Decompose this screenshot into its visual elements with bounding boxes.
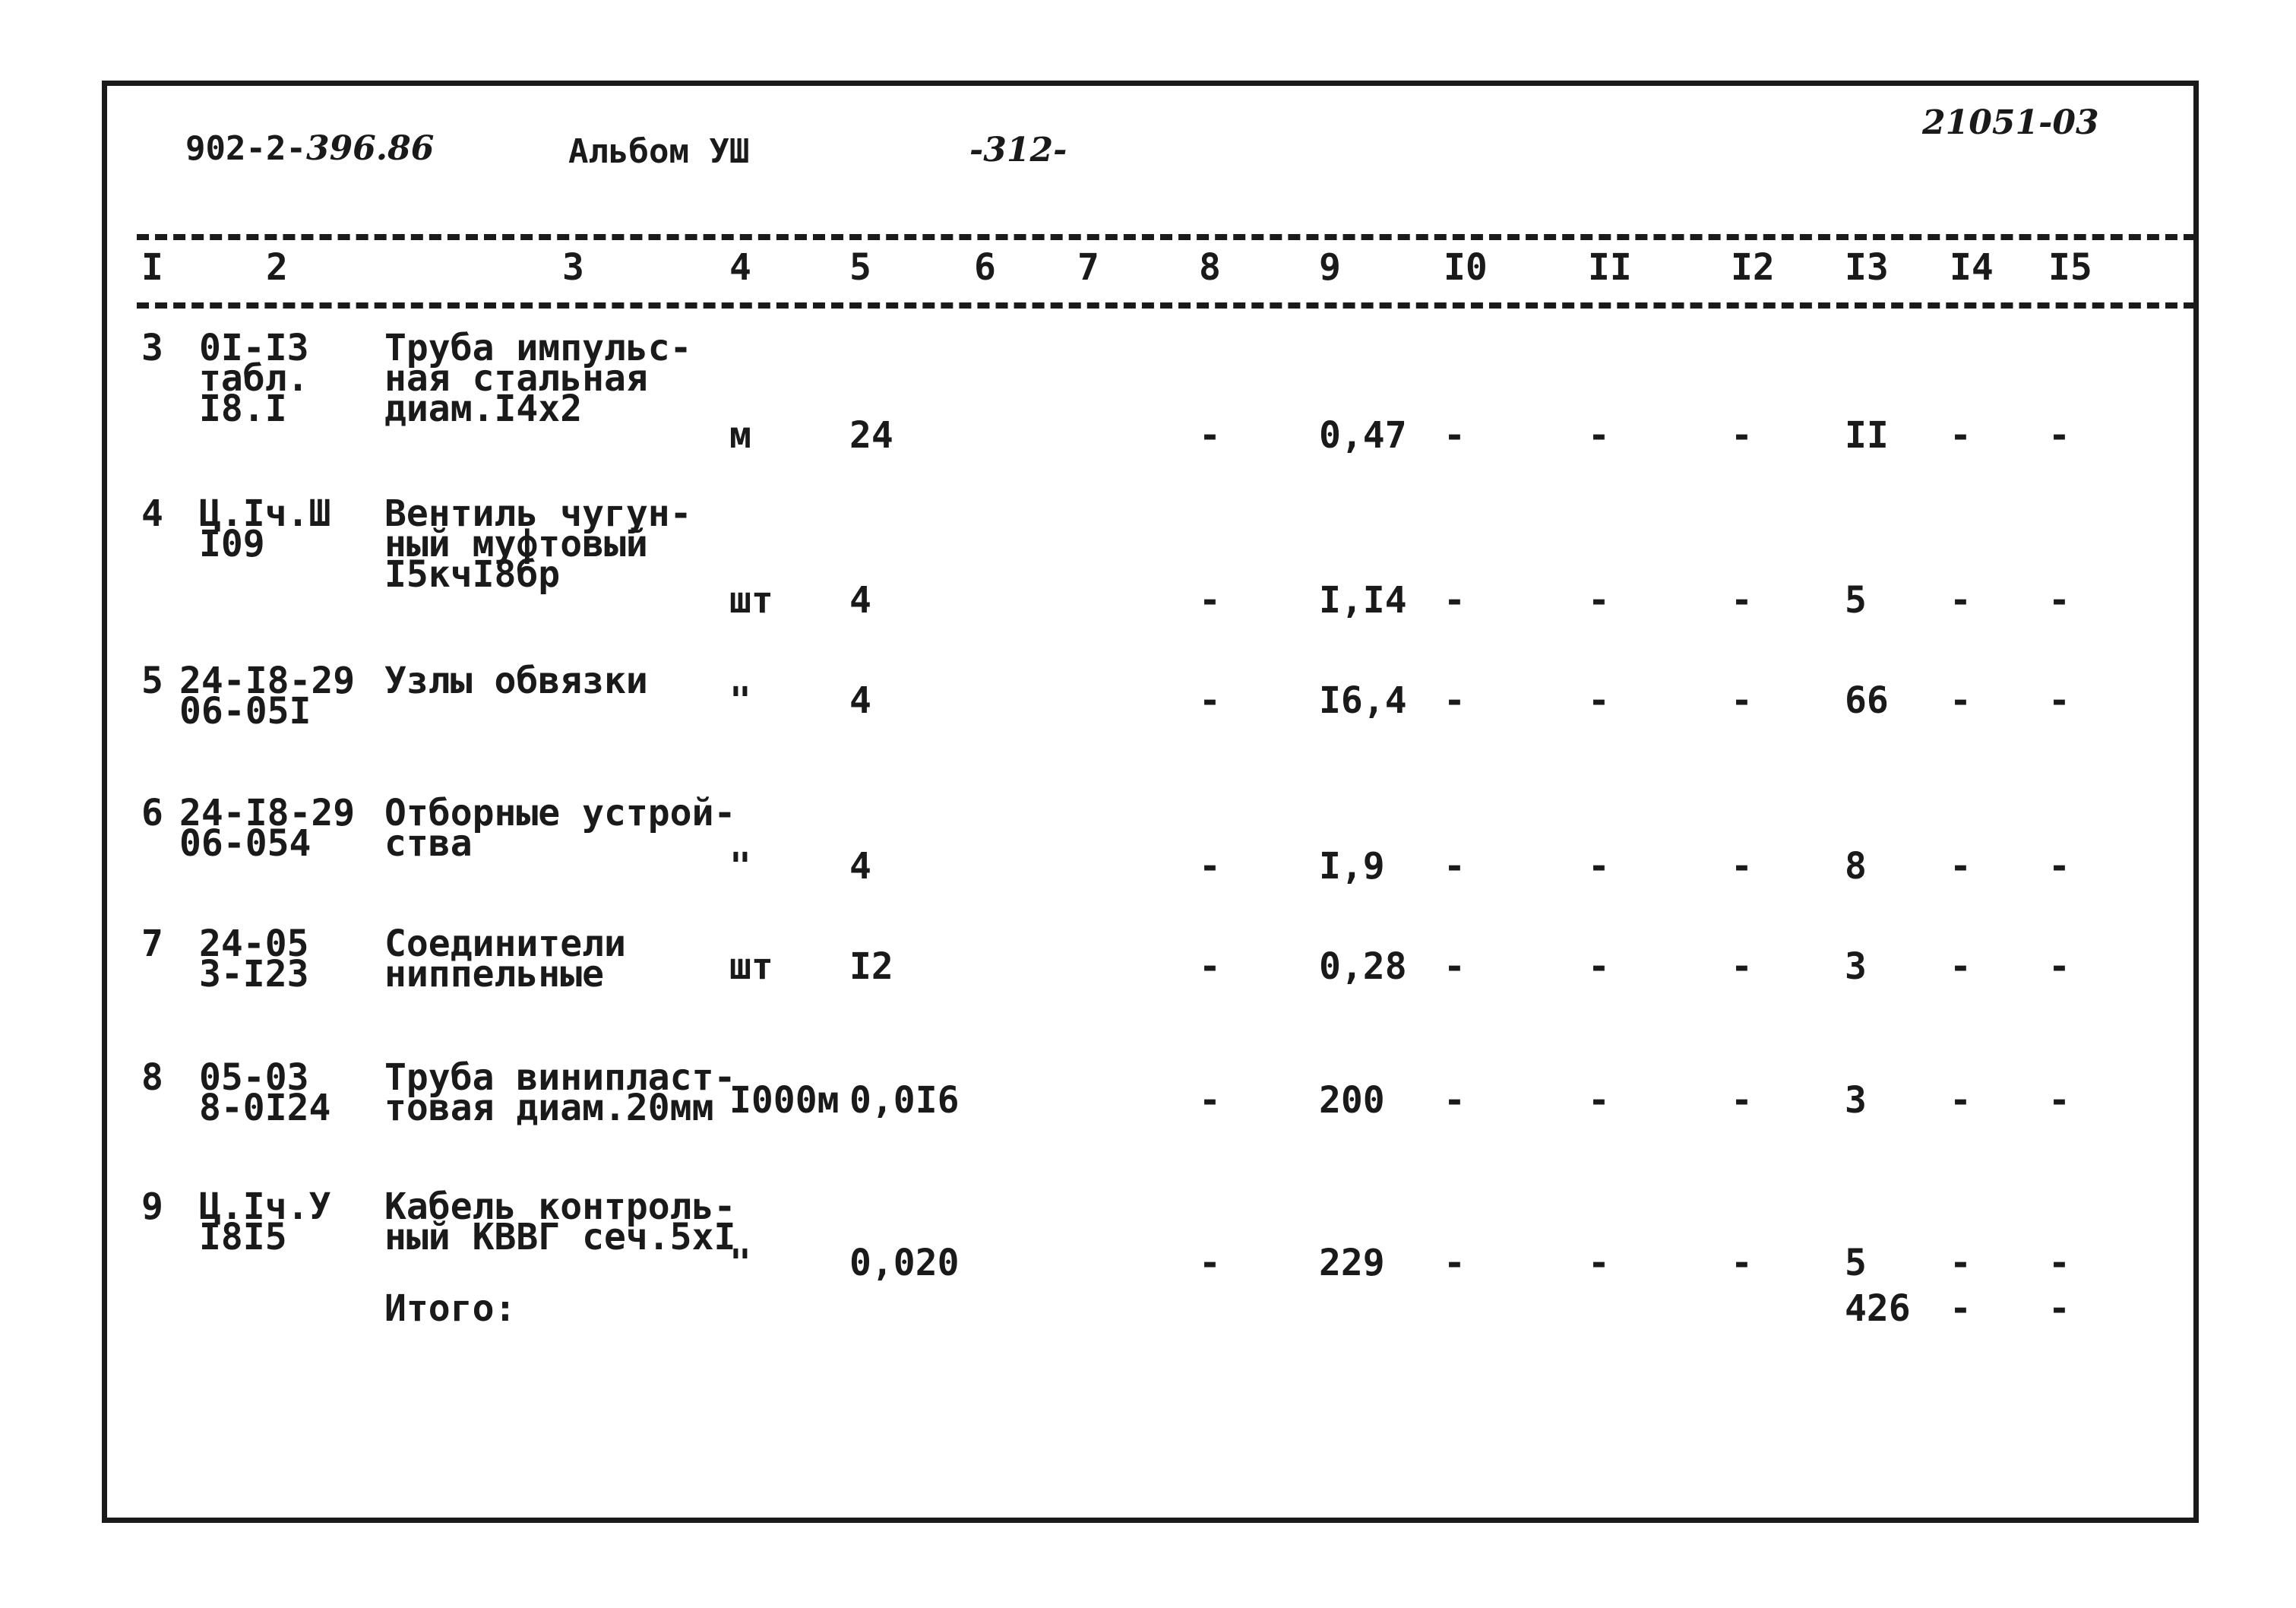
item-name: Труба импульс- ная стальная диам.I4х2: [384, 327, 692, 430]
col-10-value: -: [1444, 679, 1466, 722]
col-10-value: -: [1444, 945, 1466, 988]
col-11-value: -: [1588, 679, 1610, 722]
row-number: 8: [141, 1056, 163, 1099]
total-label: Итого:: [384, 1287, 517, 1330]
row-number: 4: [141, 492, 163, 535]
item-name: Кабель контроль- ный КВВГ сеч.5хI: [384, 1185, 736, 1258]
column-number-6: 6: [974, 246, 996, 289]
item-name: Труба винипласт- товая диам.20мм: [384, 1056, 736, 1129]
item-quantity: 0,0I6: [849, 1079, 960, 1122]
row-number: 5: [141, 660, 163, 702]
col-15-value: -: [2048, 1079, 2070, 1122]
item-code: 24-05 3-I23: [199, 923, 309, 996]
col-8-value: -: [1199, 414, 1221, 457]
row-number: 3: [141, 327, 163, 369]
col-14-value: -: [1950, 945, 1972, 988]
col-15-value: -: [2048, 679, 2070, 722]
item-unit: I000м: [729, 1079, 840, 1122]
col-13-value: 5: [1845, 579, 1867, 622]
col-14-value: -: [1950, 1242, 1972, 1284]
page-number: -312-: [969, 131, 1067, 169]
col-14-value: -: [1950, 579, 1972, 622]
column-number-4: 4: [729, 246, 751, 289]
header-rule-bottom: [137, 302, 2196, 309]
doc-number-handwritten: 396.86: [305, 129, 435, 168]
item-name: Вентиль чугун- ный муфтовый I5кчI8бр: [384, 492, 692, 596]
col-10-value: -: [1444, 1242, 1466, 1284]
col-8-value: -: [1199, 1079, 1221, 1122]
col-12-value: -: [1731, 1079, 1753, 1122]
column-number-9: 9: [1319, 246, 1341, 289]
col-15-value: -: [2048, 945, 2070, 988]
item-quantity: 4: [849, 679, 871, 722]
row-number: 6: [141, 792, 163, 834]
item-code: 05-03 8-0I24: [199, 1056, 331, 1129]
item-quantity: 24: [849, 414, 893, 457]
item-name: Соединители ниппельные: [384, 923, 626, 996]
col-8-value: -: [1199, 679, 1221, 722]
total-col-14: -: [1950, 1287, 1972, 1330]
col-15-value: -: [2048, 579, 2070, 622]
col-9-value: I6,4: [1319, 679, 1407, 722]
column-number-8: 8: [1199, 246, 1221, 289]
col-8-value: -: [1199, 945, 1221, 988]
column-number-13: I3: [1845, 246, 1889, 289]
item-name: Узлы обвязки: [384, 660, 648, 702]
col-11-value: -: [1588, 845, 1610, 888]
row-number: 9: [141, 1185, 163, 1228]
item-code: Ц.Iч.Ш I09: [199, 492, 331, 565]
total-col-15: -: [2048, 1287, 2070, 1330]
col-9-value: I,9: [1319, 845, 1385, 888]
col-13-value: 3: [1845, 1079, 1867, 1122]
col-14-value: -: [1950, 1079, 1972, 1122]
col-13-value: 66: [1845, 679, 1889, 722]
col-9-value: 229: [1319, 1242, 1385, 1284]
col-8-value: -: [1199, 579, 1221, 622]
col-9-value: 0,28: [1319, 945, 1407, 988]
col-12-value: -: [1731, 414, 1753, 457]
item-unit: ": [729, 1242, 751, 1284]
col-13-value: II: [1845, 414, 1889, 457]
total-col-13: 426: [1845, 1287, 1911, 1330]
item-unit: м: [729, 414, 751, 457]
col-10-value: -: [1444, 1079, 1466, 1122]
stamp-number: 21051-03: [1922, 103, 2099, 142]
item-quantity: 4: [849, 845, 871, 888]
item-unit: ": [729, 845, 751, 888]
col-12-value: -: [1731, 1242, 1753, 1284]
col-11-value: -: [1588, 1242, 1610, 1284]
column-number-2: 2: [266, 246, 288, 289]
item-code: Ц.Iч.У I8I5: [199, 1185, 331, 1258]
row-number: 7: [141, 923, 163, 965]
col-12-value: -: [1731, 679, 1753, 722]
col-9-value: I,I4: [1319, 579, 1407, 622]
column-number-10: I0: [1444, 246, 1488, 289]
col-10-value: -: [1444, 414, 1466, 457]
item-unit: шт: [729, 579, 773, 622]
col-12-value: -: [1731, 945, 1753, 988]
column-number-1: I: [141, 246, 163, 289]
column-number-5: 5: [849, 246, 871, 289]
col-15-value: -: [2048, 845, 2070, 888]
column-number-12: I2: [1731, 246, 1775, 289]
col-15-value: -: [2048, 414, 2070, 457]
column-number-3: 3: [562, 246, 584, 289]
col-14-value: -: [1950, 414, 1972, 457]
col-14-value: -: [1950, 845, 1972, 888]
col-8-value: -: [1199, 845, 1221, 888]
col-15-value: -: [2048, 1242, 2070, 1284]
column-number-7: 7: [1077, 246, 1099, 289]
doc-number: [185, 129, 434, 168]
col-11-value: -: [1588, 414, 1610, 457]
album-label: Альбом УШ: [568, 132, 750, 171]
col-13-value: 3: [1845, 945, 1867, 988]
col-12-value: -: [1731, 579, 1753, 622]
column-number-15: I5: [2048, 246, 2092, 289]
item-quantity: 4: [849, 579, 871, 622]
col-11-value: -: [1588, 1079, 1610, 1122]
item-name: Отборные устрой- ства: [384, 792, 736, 865]
item-code: 0I-I3 табл. I8.I: [199, 327, 309, 430]
item-quantity: 0,020: [849, 1242, 960, 1284]
column-number-11: II: [1588, 246, 1632, 289]
column-number-14: I4: [1950, 246, 1994, 289]
item-code: 24-I8-29 06-05I: [179, 660, 356, 733]
col-10-value: -: [1444, 845, 1466, 888]
col-14-value: -: [1950, 679, 1972, 722]
col-11-value: -: [1588, 579, 1610, 622]
col-8-value: -: [1199, 1242, 1221, 1284]
col-9-value: 200: [1319, 1079, 1385, 1122]
col-11-value: -: [1588, 945, 1610, 988]
col-13-value: 8: [1845, 845, 1867, 888]
col-10-value: -: [1444, 579, 1466, 622]
item-code: 24-I8-29 06-054: [179, 792, 356, 865]
col-12-value: -: [1731, 845, 1753, 888]
col-13-value: 5: [1845, 1242, 1867, 1284]
item-unit: шт: [729, 945, 773, 988]
doc-number-prefix: 902-2-: [185, 129, 306, 168]
header-rule-top: [137, 234, 2196, 240]
item-unit: ": [729, 679, 751, 722]
col-9-value: 0,47: [1319, 414, 1407, 457]
item-quantity: I2: [849, 945, 893, 988]
